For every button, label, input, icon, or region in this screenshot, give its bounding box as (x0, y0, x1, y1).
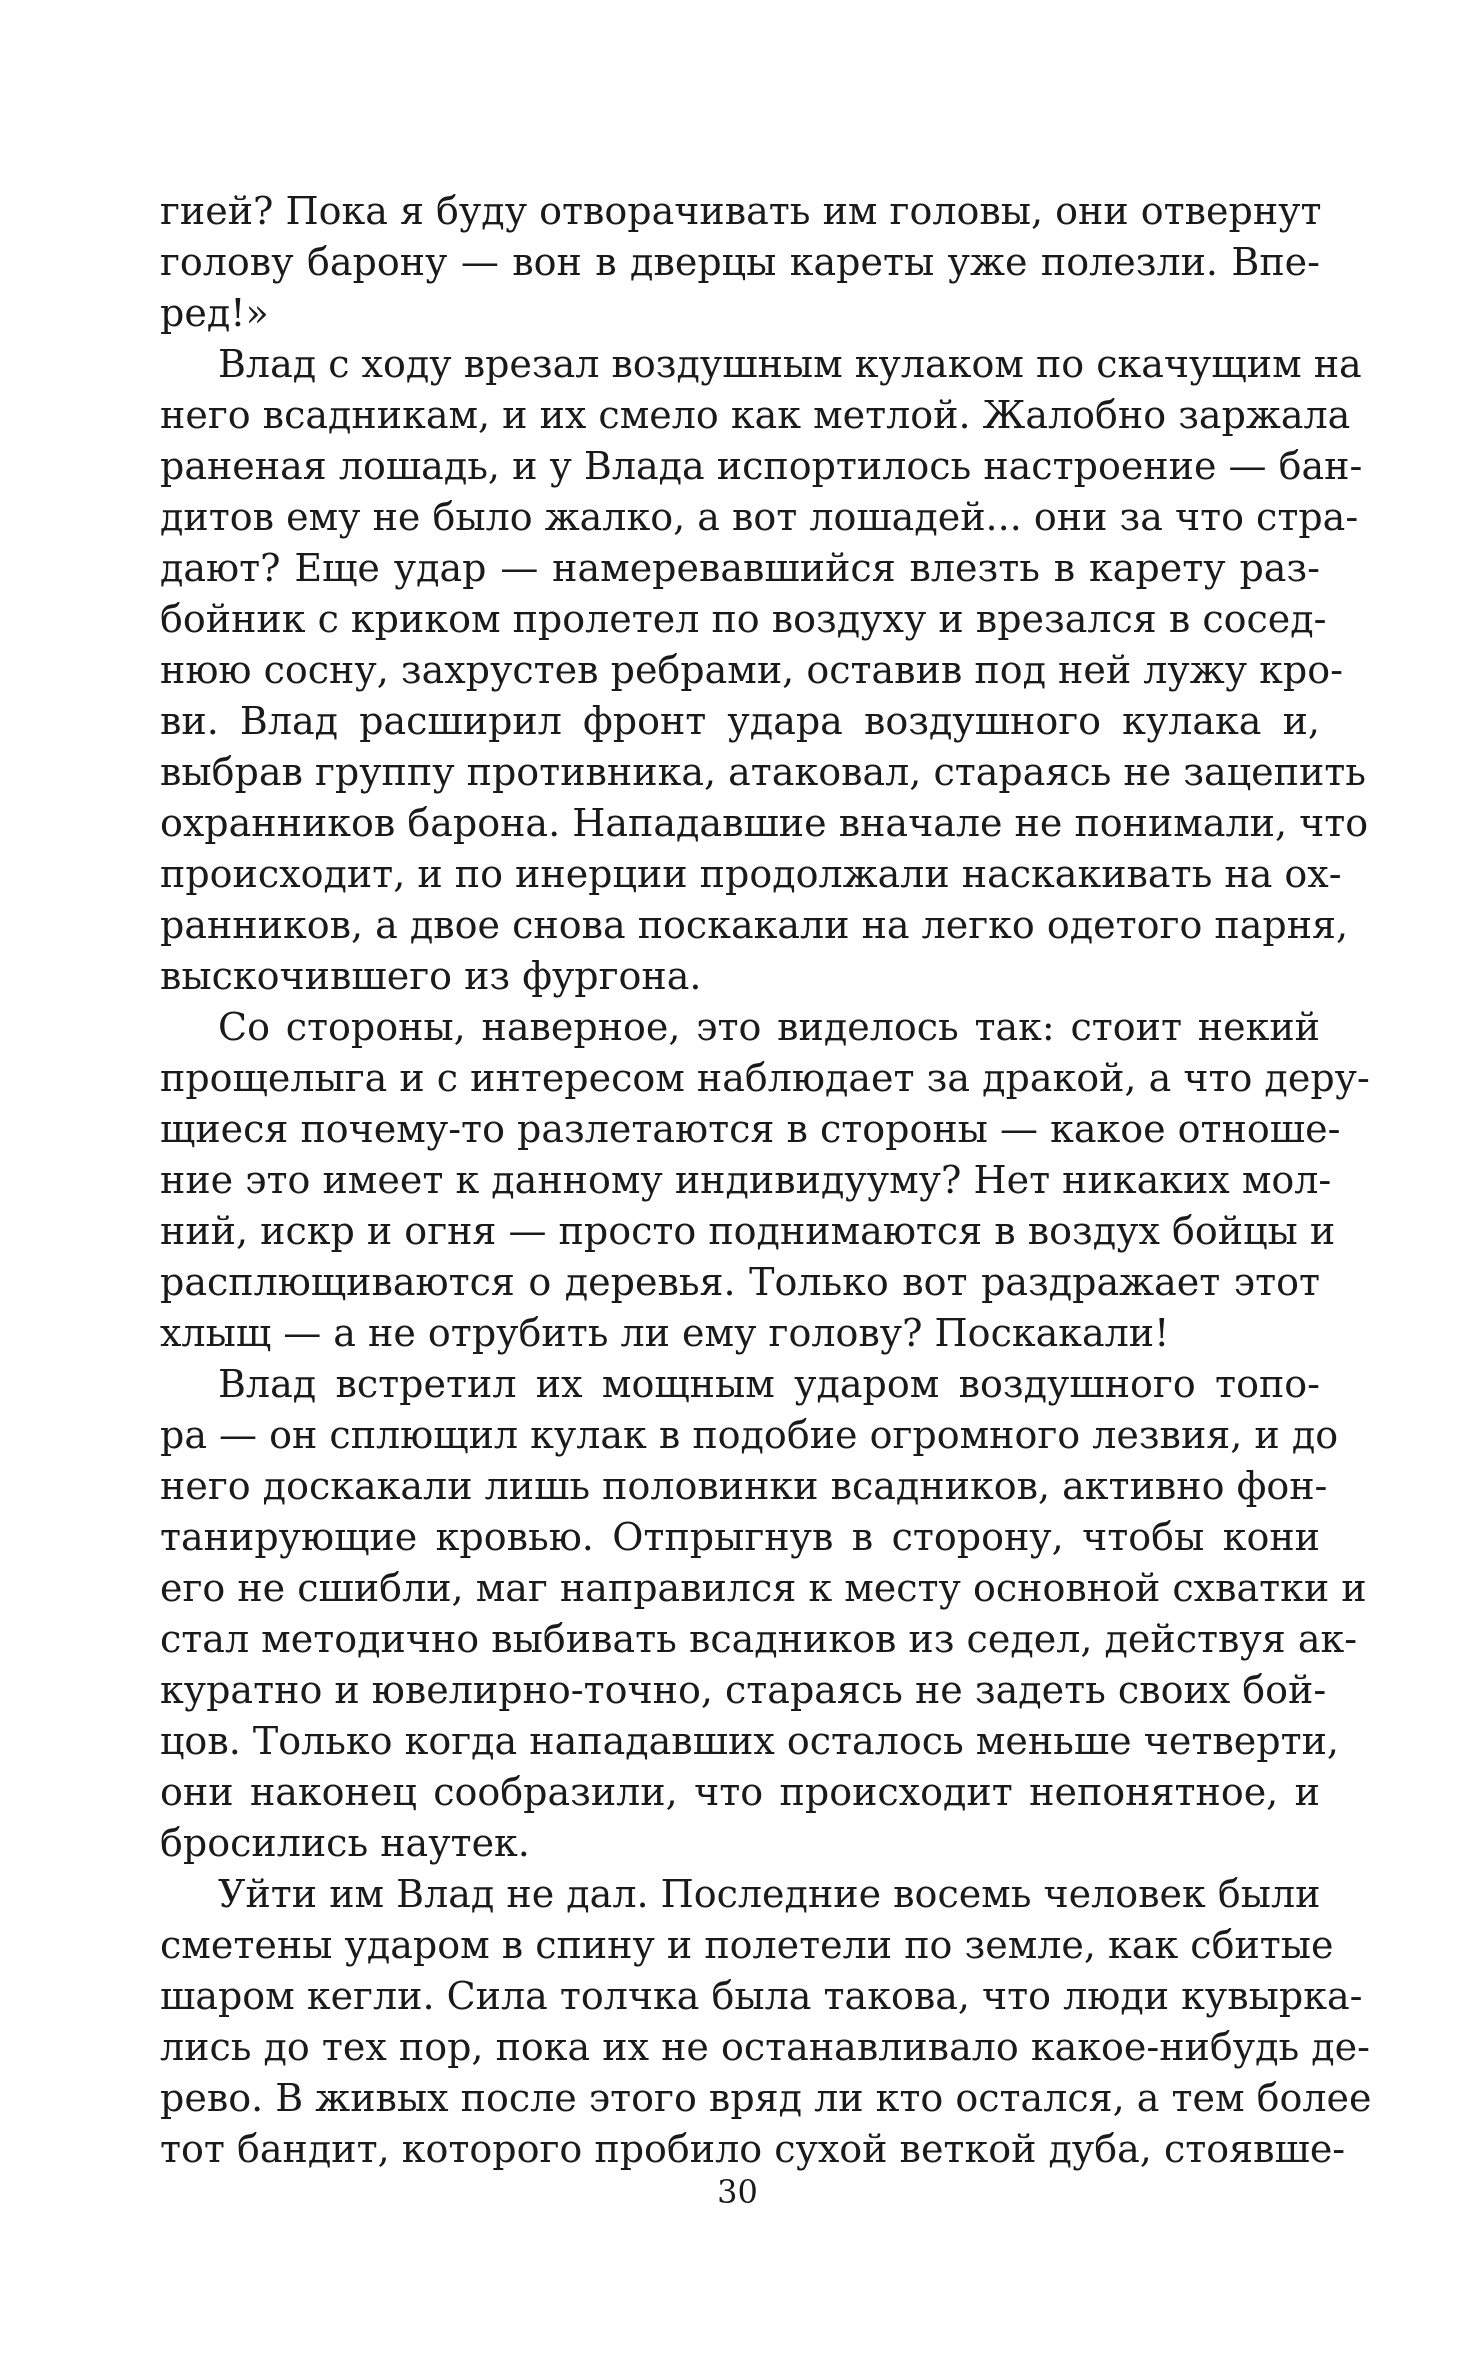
text-line: нюю сосну, захрустев ребрами, оставив под ней лужу кро- (160, 648, 1343, 692)
text-line: охранников барона. Нападавшие вначале не понимали, что (160, 801, 1369, 845)
text-line: дают? Еще удар — намеревавшийся влезть в карету раз- (160, 546, 1320, 590)
text-line: Уйти им Влад не дал. Последние восемь человек были (218, 1872, 1321, 1916)
text-line: него всадникам, и их смело как метлой. Жалобно заржала (160, 393, 1351, 437)
text-line: ра — он сплющил кулак в подобие огромного лезвия, и до (160, 1413, 1339, 1457)
text-line: щиеся почему-то разлетаются в стороны — какое отноше- (160, 1107, 1341, 1151)
text-line: бойник с криком пролетел по воздуху и врезался в сосед- (160, 597, 1327, 641)
text-line: стал методично выбивать всадников из седел, действуя ак- (160, 1617, 1358, 1661)
text-line: него доскакали лишь половинки всадников, активно фон- (160, 1464, 1328, 1508)
text-line: ред!» (160, 291, 269, 335)
text-line: бросились наутек. (160, 1821, 530, 1865)
text-line: ви. Влад расширил фронт удара воздушного кулака и, (160, 699, 1320, 743)
text-line: ние это имеет к данному индивидууму? Нет никаких мол- (160, 1158, 1332, 1202)
text-line: ранников, а двое снова поскакали на легко одетого парня, (160, 903, 1349, 947)
text-line: лись до тех пор, пока их не останавливало какое-нибудь де- (160, 2025, 1370, 2069)
text-line: раненая лошадь, и у Влада испортилось настроение — бан- (160, 444, 1363, 488)
text-line: Влад встретил их мощным ударом воздушного топо- (218, 1362, 1320, 1406)
text-line: Влад с ходу врезал воздушным кулаком по скачущим на (218, 342, 1362, 386)
text-line: дитов ему не было жалко, а вот лошадей... они за что стра- (160, 495, 1359, 539)
text-line: гией? Пока я буду отворачивать им головы, они отвернут (160, 189, 1322, 233)
page-number: 30 (717, 2173, 758, 2211)
text-line: ний, искр и огня — просто поднимаются в воздух бойцы и (160, 1209, 1336, 1253)
text-line: прощелыга и с интересом наблюдает за дракой, а что деру- (160, 1056, 1370, 1100)
text-line: происходит, и по инерции продолжали наскакивать на ох- (160, 852, 1342, 896)
text-line: Со стороны, наверное, это виделось так: стоит некий (218, 1005, 1320, 1049)
text-line: танирующие кровью. Отпрыгнув в сторону, чтобы кони (160, 1515, 1320, 1559)
text-line: они наконец сообразили, что происходит непонятное, и (160, 1770, 1320, 1814)
text-line: куратно и ювелирно-точно, стараясь не задеть своих бой- (160, 1668, 1327, 1712)
text-line: цов. Только когда нападавших осталось меньше четверти, (160, 1719, 1340, 1763)
text-line: шаром кегли. Сила толчка была такова, что люди кувырка- (160, 1974, 1363, 2018)
text-line: рево. В живых после этого вряд ли кто остался, а тем более (160, 2076, 1372, 2120)
text-line: выбрав группу противника, атаковал, стараясь не зацепить (160, 750, 1366, 794)
text-line: расплющиваются о деревья. Только вот раздражает этот (160, 1260, 1320, 1304)
text-line: его не сшибли, маг направился к месту основной схватки и (160, 1566, 1367, 1610)
text-line: выскочившего из фургона. (160, 954, 702, 998)
body-text (160, 186, 1372, 2175)
text-line: сметены ударом в спину и полетели по земле, как сбитые (160, 1923, 1334, 1967)
text-line: голову барону — вон в дверцы кареты уже полезли. Впе- (160, 240, 1320, 284)
text-line: тот бандит, которого пробило сухой веткой дуба, стоявше- (160, 2127, 1346, 2171)
text-line: хлыщ — а не отрубить ли ему голову? Поскакали! (160, 1311, 1170, 1355)
